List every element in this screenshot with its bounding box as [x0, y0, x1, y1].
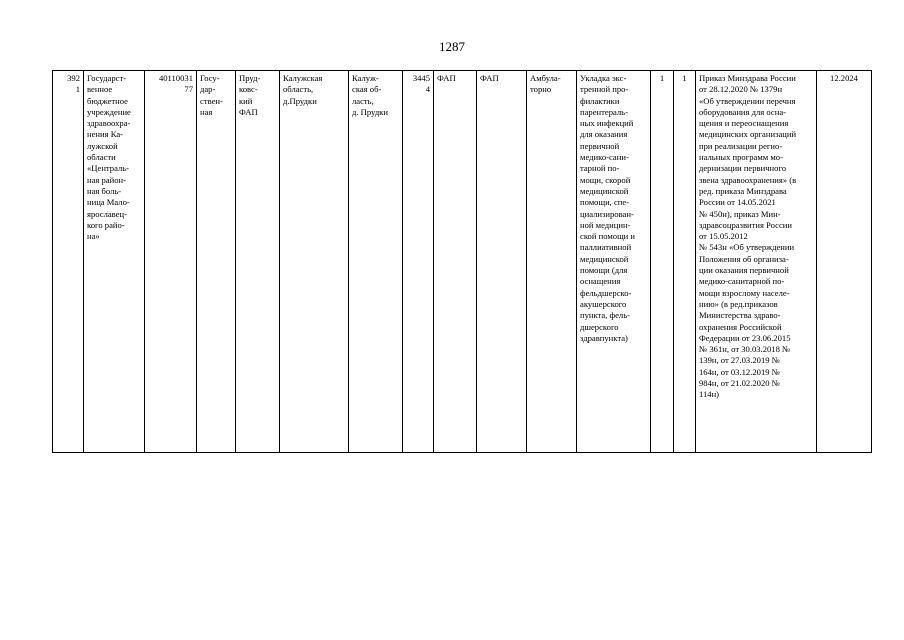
- cell-care-form: Амбула- торно: [527, 71, 577, 453]
- page-number: 1287: [439, 39, 465, 54]
- cell-locality: Калуж- ская об- ласть, д. Прудки: [349, 71, 403, 453]
- cell-date: 12.2024: [817, 71, 872, 453]
- cell-legal-basis: Приказ Минздрава России от 28.12.2020 № 1379н «Об утверждении перечня оборудования для осна- щения и переоснащения медицинских организаций при реализации регио- нальных программ мо- дернизации первичного звена здравоохранения» (в ред. приказа Минздрава России от 14.05.2021 № 450н), приказ Мин- здравсоцразвития России от 15.05.2012 № 543н «Об утверждении Положения об организа- ции оказания первичной медико-санитарной по- мощи взрослому населе- нию» (в ред.приказов Министерства здраво- охранения Российской Федерации от 23.06.2015 № 361н, от 30.03.2018 № 139н, от 27.03.2019 № 164н, от 03.12.2019 № 984н, от 21.02.2020 № 114н): [696, 71, 817, 453]
- cell-type-1: ФАП: [434, 71, 477, 453]
- cell-inn: 40110031 77: [145, 71, 197, 453]
- cell-address: Калужская область, д.Прудки: [280, 71, 349, 453]
- table-row: [53, 71, 872, 453]
- cell-short-name: Пруд- ковс- кий ФАП: [236, 71, 280, 453]
- cell-ownership: Госу- дар- ствен- ная: [197, 71, 236, 453]
- cell-type-2: ФАП: [477, 71, 527, 453]
- cell-row-number: 392 1: [53, 71, 84, 453]
- cell-code: 3445 4: [403, 71, 434, 453]
- cell-institution: Государст- венное бюджетное учреждение здравоохра- нения Ка- лужской области «Централь- ная район- ная боль- ница Мало- ярославец- кого райо- на»: [84, 71, 145, 453]
- register-table: [52, 70, 872, 453]
- cell-quantity-2: 1: [674, 71, 696, 453]
- cell-quantity-1: 1: [651, 71, 674, 453]
- cell-equipment: Укладка экс- тренной про- филактики парентераль- ных инфекций для оказания первичной медико-сани- тарной по- мощи, скорой медицинской помощи, спе- циализирован- ной медицин- ской помощи и паллиативной медицинской помощи (для оснащения фельдшерско- акушерского пункта, фель- дшерского здравпункта): [577, 71, 651, 453]
